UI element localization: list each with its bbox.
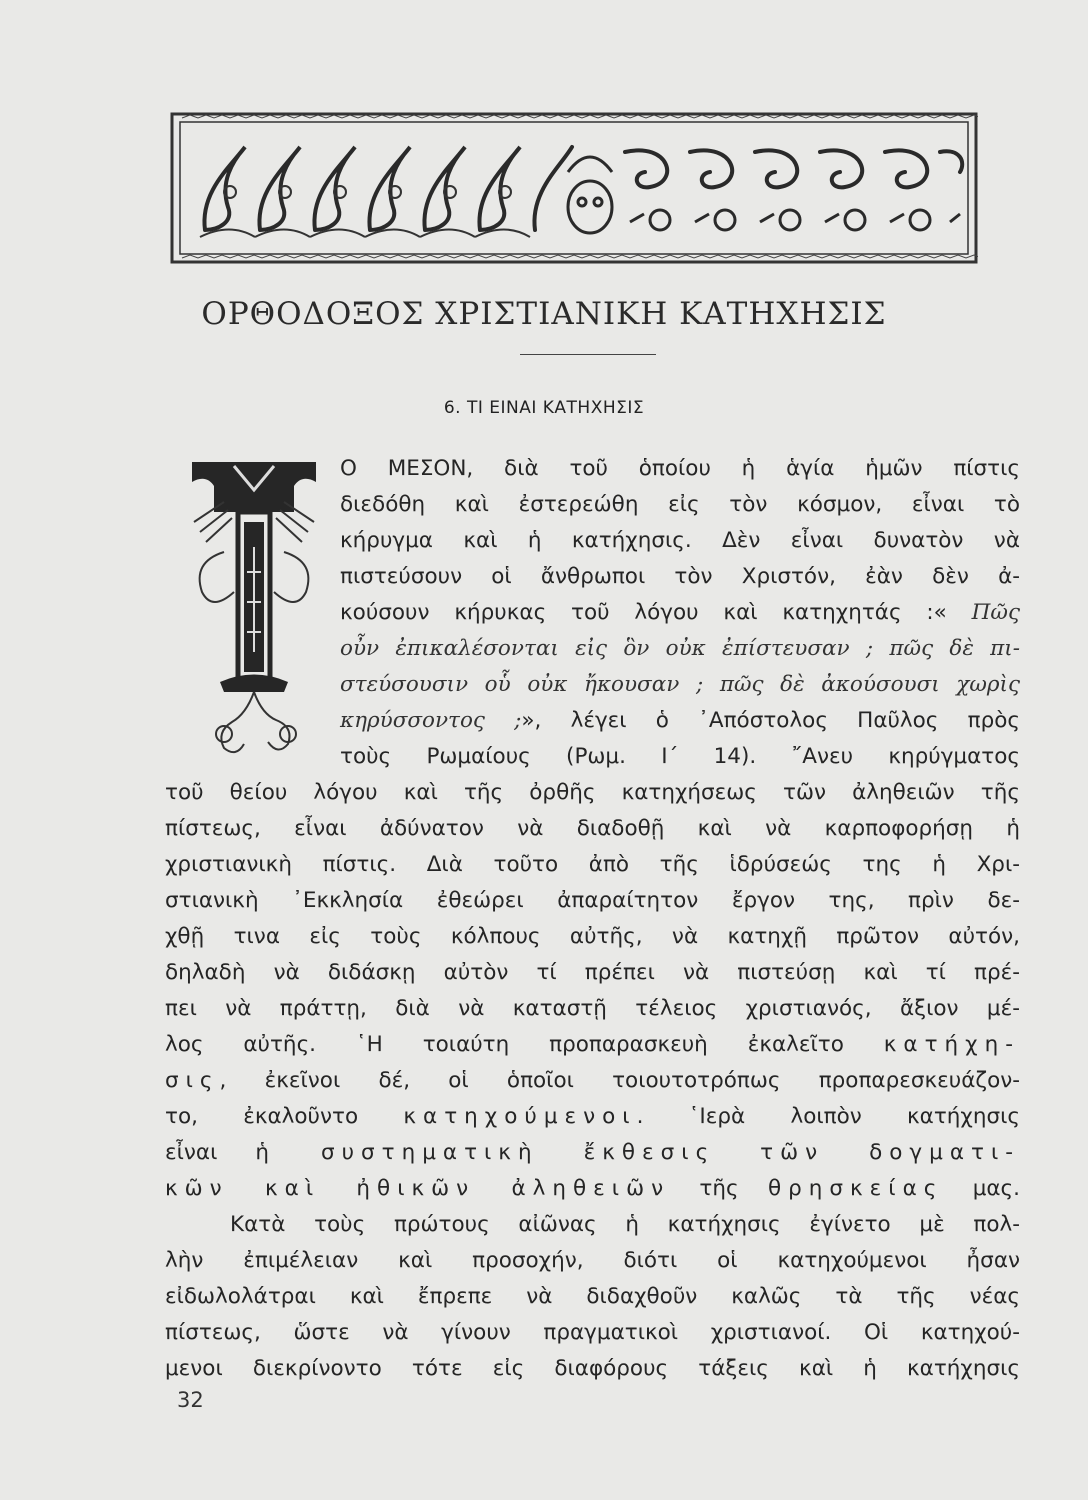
page-number: 32: [177, 1388, 204, 1412]
body-line: εἰδωλολάτραι καὶ ἔπρεπε νὰ διδαχθοῦν καλῶς τὰ τῆς νέας: [165, 1284, 1020, 1309]
body-line: [165, 1174, 1020, 1204]
title-divider: [520, 354, 656, 355]
spaced-term: κατήχη-: [883, 1032, 1020, 1057]
page-title: ΟΡΘΟΔΟΞΟΣ ΧΡΙΣΤΙΑΝΙΚΗ ΚΑΤΗΧΗΣΙΣ: [201, 296, 887, 332]
body-line: τοὺς Ρωμαίους (Ρωμ. Ι΄ 14). ῎Ανευ κηρύγματος: [340, 744, 1020, 769]
body-text-segment: », λέγει ὁ ᾿Απόστολος Παῦλος πρὸς: [521, 708, 1021, 733]
body-line: δηλαδὴ νὰ διδάσκῃ αὐτὸν τί πρέπει νὰ πιστεύσῃ καὶ τί πρέ-: [165, 960, 1020, 985]
spaced-term: σις: [165, 1068, 220, 1093]
body-line: διεδόθη καὶ ἐστερεώθη εἰς τὸν κόσμον, εἶναι τὸ: [340, 492, 1020, 517]
spaced-term: κατηχούμενοι: [403, 1104, 637, 1129]
body-line: πίστεως, ὥστε νὰ γίνουν πραγματικοὶ χριστιανοί. Οἱ κατηχού-: [165, 1320, 1020, 1345]
body-line: [165, 1066, 1020, 1096]
body-line: [340, 706, 1020, 736]
body-line: Κατὰ τοὺς πρώτους αἰῶνας ἡ κατήχησις ἐγίνετο μὲ πολ-: [230, 1212, 1020, 1237]
body-line: [165, 1102, 1020, 1132]
scripture-quote: Πῶς: [971, 600, 1020, 625]
body-text-segment: , ἐκεῖνοι δέ, οἱ ὁποῖοι τοιουτοτρόπως προπαρεσκευάζον-: [219, 1068, 1020, 1093]
spaced-term: θρησκείας: [767, 1176, 944, 1201]
scripture-quote-line: οὖν ἐπικαλέσονται εἰς ὃν οὐκ ἐπίστευσαν ; πῶς δὲ πι-: [340, 636, 1020, 661]
body-text-segment: εἶναι: [165, 1140, 218, 1165]
spaced-term: κῶν καὶ ἠθικῶν ἀληθειῶν: [165, 1176, 671, 1201]
ornamental-header-band: [170, 112, 978, 264]
body-line: πίστεως, εἶναι ἀδύνατον νὰ διαδοθῇ καὶ νὰ καρποφορήσῃ ἡ: [165, 816, 1020, 841]
body-line: στιανικὴ ᾿Εκκλησία ἐθεώρει ἀπαραίτητον ἔργον της, πρὶν δε-: [165, 888, 1020, 913]
body-line: τοῦ θείου λόγου καὶ τῆς ὀρθῆς κατηχήσεως τῶν ἀληθειῶν τῆς: [165, 780, 1020, 805]
body-line: [165, 1030, 1020, 1060]
body-line: κήρυγμα καὶ ἡ κατήχησις. Δὲν εἶναι δυνατὸν νὰ: [340, 528, 1020, 553]
scripture-quote-line: στεύσουσιν οὗ οὐκ ἤκουσαν ; πῶς δὲ ἀκούσουσι χωρὶς: [340, 672, 1020, 697]
scripture-quote: κηρύσσοντος ;: [340, 708, 522, 733]
body-line: χριστιανικὴ πίστις. Διὰ τοῦτο ἀπὸ τῆς ἱδρύσεώς της ἡ Χρι-: [165, 852, 1020, 877]
body-text-segment: το, ἐκαλοῦντο: [165, 1104, 359, 1129]
body-line: πιστεύσουν οἱ ἄνθρωποι τὸν Χριστόν, ἐὰν δὲν ἀ-: [340, 564, 1020, 589]
body-text-segment: . ῾Ιερὰ λοιπὸν κατήχησις: [636, 1104, 1020, 1129]
drop-cap-t-ornament: [184, 452, 324, 762]
section-heading: 6. ΤΙ ΕΙΝΑΙ ΚΑΤΗΧΗΣΙΣ: [443, 398, 645, 418]
body-line: [340, 598, 1020, 628]
body-line: [165, 1138, 1020, 1168]
body-text-segment: λος αὐτῆς. ῾Η τοιαύτη προπαρασκευὴ ἐκαλεῖτο: [165, 1032, 844, 1057]
body-text-segment: μας.: [972, 1176, 1021, 1201]
body-line: πει νὰ πράττῃ, διὰ νὰ καταστῇ τέλειος χριστιανός, ἄξιον μέ-: [165, 996, 1020, 1021]
body-line: Ο ΜΕΣΟΝ, διὰ τοῦ ὁποίου ἡ ἁγία ἡμῶν πίστις: [340, 456, 1020, 481]
body-line: χθῇ τινα εἰς τοὺς κόλπους αὐτῆς, νὰ κατηχῇ πρῶτον αὐτόν,: [165, 924, 1020, 949]
body-text-segment: κούσουν κήρυκας τοῦ λόγου καὶ κατηχητάς :«: [340, 600, 947, 625]
body-text-segment: τῆς: [699, 1176, 739, 1201]
body-line: μενοι διεκρίνοντο τότε εἰς διαφόρους τάξεις καὶ ἡ κατήχησις: [165, 1356, 1020, 1381]
spaced-term: ἡ συστηματικὴ ἔκθεσις τῶν δογματι-: [255, 1140, 1020, 1165]
body-line: λὴν ἐπιμέλειαν καὶ προσοχήν, διότι οἱ κατηχούμενοι ἦσαν: [165, 1248, 1020, 1273]
